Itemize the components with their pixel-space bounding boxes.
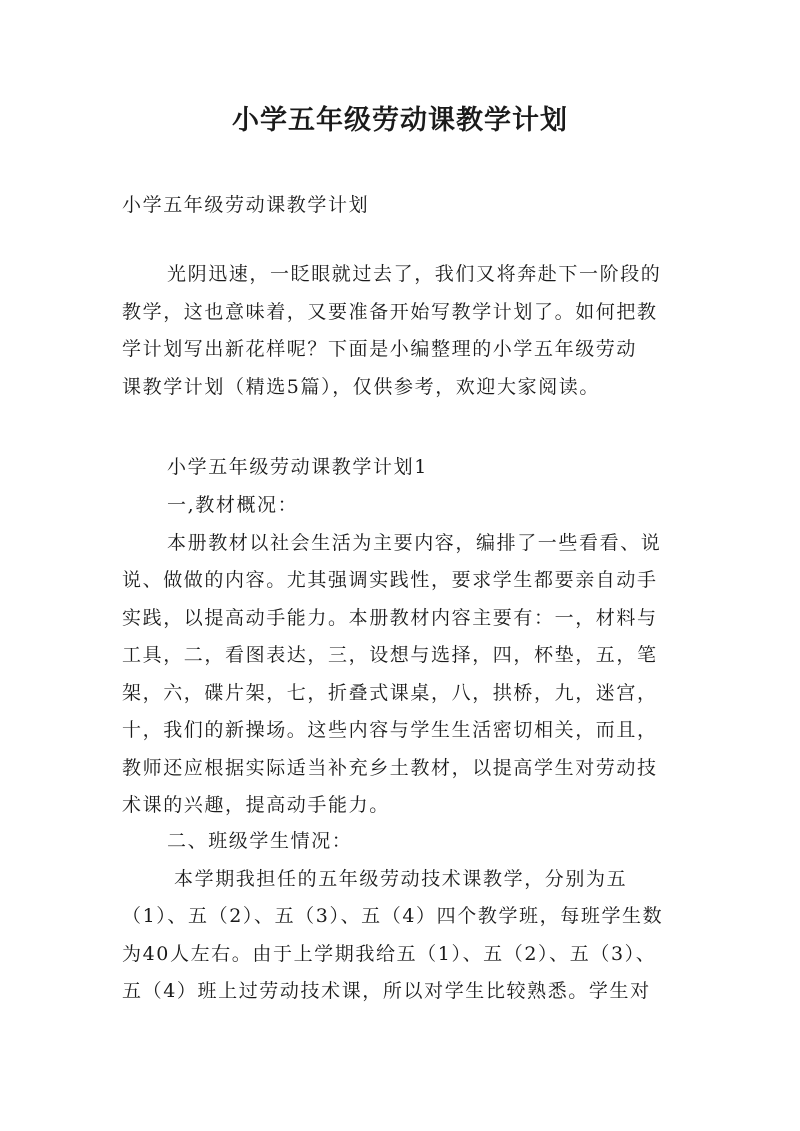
section1-heading: 一,教材概况： bbox=[167, 494, 299, 516]
section2-line: 五（4）班上过劳动技术课，所以对学生比较熟悉。学生对 bbox=[122, 980, 651, 1002]
section1-line: 十，我们的新操场。这些内容与学生生活密切相关，而且， bbox=[122, 719, 658, 741]
intro-line: 光阴迅速，一眨眼就过去了，我们又将奔赴下一阶段的 bbox=[167, 263, 662, 285]
section2-line: 本学期我担任的五年级劳动技术课教学，分别为五 bbox=[174, 867, 628, 890]
section1-line: 架，六，碟片架，七，折叠式课桌，八，拱桥，九，迷宫， bbox=[122, 681, 658, 704]
document-title: 小学五年级劳动课教学计划 bbox=[232, 105, 568, 136]
section2-body bbox=[122, 823, 692, 1011]
document-subtitle: 小学五年级劳动课教学计划 bbox=[122, 194, 370, 216]
section1-body bbox=[122, 487, 692, 825]
section1-line: 本册教材以社会生活为主要内容，编排了一些看看、说 bbox=[167, 531, 662, 554]
section1-line: 实践，以提高动手能力。本册教材内容主要有：一，材料与 bbox=[122, 606, 658, 629]
section1-line: 说、做做的内容。尤其强调实践性，要求学生都要亲自动手 bbox=[122, 569, 658, 591]
intro-paragraph bbox=[122, 256, 692, 406]
section1-title: 小学五年级劳动课教学计划1 bbox=[167, 456, 428, 478]
intro-line: 课教学计划（精选5篇），仅供参考，欢迎大家阅读。 bbox=[122, 375, 600, 398]
intro-line: 教学，这也意味着，又要准备开始写教学计划了。如何把教 bbox=[122, 300, 658, 323]
section1-line: 工具，二，看图表达，三，设想与选择，四，杯垫，五，笔 bbox=[122, 644, 658, 666]
section1-line: 术课的兴趣，提高动手能力。 bbox=[122, 794, 390, 816]
section2-line: 为40人左右。由于上学期我给五（1）、五（2）、五（3）、 bbox=[122, 942, 657, 965]
section2-heading: 二、班级学生情况： bbox=[167, 830, 353, 852]
section2-line: （1）、五（2）、五（3）、五（4）四个教学班，每班学生数 bbox=[122, 905, 664, 927]
intro-line: 学计划写出新花样呢？下面是小编整理的小学五年级劳动 bbox=[122, 338, 638, 360]
section1-line: 教师还应根据实际适当补充乡土教材，以提高学生对劳动技 bbox=[122, 756, 658, 779]
